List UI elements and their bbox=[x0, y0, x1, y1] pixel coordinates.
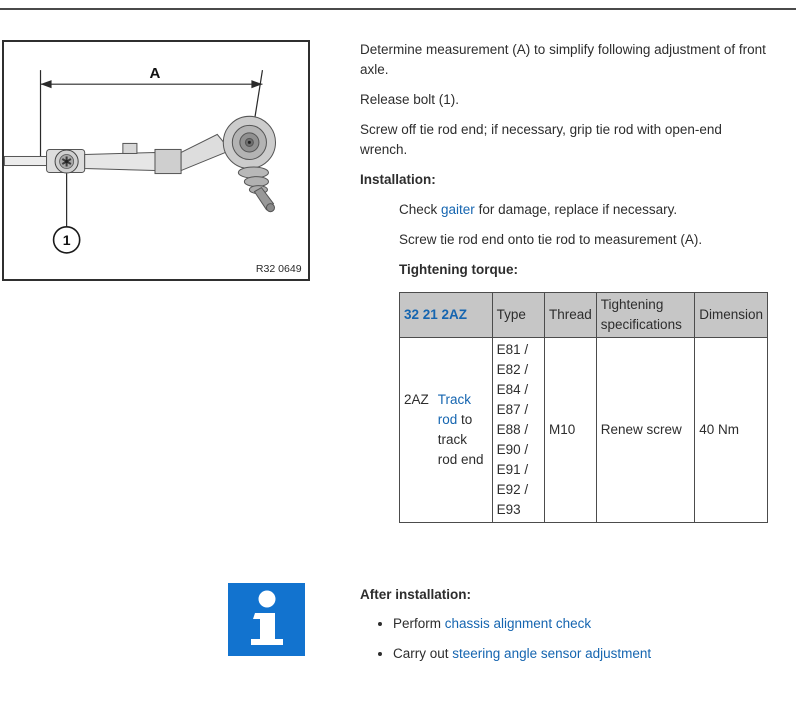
cell-thread: M10 bbox=[545, 338, 597, 523]
torque-table-header-row bbox=[400, 293, 768, 338]
step-screw-off: Screw off tie rod end; if necessary, grip tie rod with open-end wrench. bbox=[360, 122, 722, 157]
installation-steps bbox=[399, 200, 768, 523]
torque-table-row bbox=[400, 338, 768, 523]
chassis-alignment-link[interactable]: chassis alignment check bbox=[444, 616, 592, 631]
cell-type: E81 / E82 / E84 / E87 / E88 / E90 / E91 / E92 / E93 bbox=[492, 338, 544, 523]
cell-job bbox=[400, 338, 493, 523]
job-description-rest: to track rod end bbox=[437, 412, 484, 467]
dimension-label: A bbox=[149, 65, 161, 83]
after-installation-list bbox=[360, 614, 768, 664]
torque-heading: Tightening torque: bbox=[399, 262, 518, 277]
torque-table bbox=[399, 292, 768, 523]
header-tightening-specifications: Tightening specifications bbox=[596, 293, 694, 338]
top-divider bbox=[0, 8, 796, 10]
step-screw-on: Screw tie rod end onto tie rod to measurement (A). bbox=[399, 232, 703, 247]
installation-heading: Installation: bbox=[360, 172, 436, 187]
callout-label: 1 bbox=[62, 231, 71, 248]
after-installation-section bbox=[360, 585, 768, 664]
torx-bolt bbox=[55, 150, 78, 173]
list-item bbox=[393, 644, 768, 664]
diagram-ref-code: R32 0649 bbox=[255, 262, 302, 275]
cell-spec: Renew screw bbox=[596, 338, 694, 523]
bullet2-prefix: Carry out bbox=[393, 646, 453, 661]
track-rod-link[interactable]: Track rod bbox=[437, 392, 472, 427]
check-suffix: for damage, replace if necessary. bbox=[474, 202, 678, 217]
step-check-gaiter bbox=[399, 200, 768, 220]
list-item bbox=[393, 614, 768, 634]
check-prefix: Check bbox=[399, 202, 442, 217]
tie-rod-drawing bbox=[4, 42, 308, 279]
job-number-link[interactable]: 32 21 2AZ bbox=[404, 307, 468, 322]
instruction-content bbox=[360, 40, 768, 674]
gaiter-link[interactable]: gaiter bbox=[441, 202, 475, 217]
tie-rod-graphic bbox=[4, 134, 230, 173]
cell-dimension: 40 Nm bbox=[695, 338, 768, 523]
step-measurement: Determine measurement (A) to simplify following adjustment of front axle. bbox=[360, 42, 766, 77]
steering-angle-sensor-link[interactable]: steering angle sensor adjustment bbox=[452, 646, 652, 661]
header-dimension: Dimension bbox=[695, 293, 768, 338]
header-type: Type bbox=[492, 293, 544, 338]
header-thread: Thread bbox=[545, 293, 597, 338]
header-job-number bbox=[400, 293, 493, 338]
step-release-bolt: Release bolt (1). bbox=[360, 92, 460, 107]
job-description bbox=[438, 390, 486, 470]
info-i-glyph bbox=[228, 583, 305, 656]
bullet1-prefix: Perform bbox=[393, 616, 445, 631]
ball-joint bbox=[223, 116, 275, 211]
callout-1 bbox=[54, 174, 80, 253]
job-code: 2AZ bbox=[404, 392, 429, 407]
after-installation-heading: After installation: bbox=[360, 587, 472, 602]
info-icon bbox=[228, 583, 305, 656]
tie-rod-diagram bbox=[2, 40, 310, 281]
